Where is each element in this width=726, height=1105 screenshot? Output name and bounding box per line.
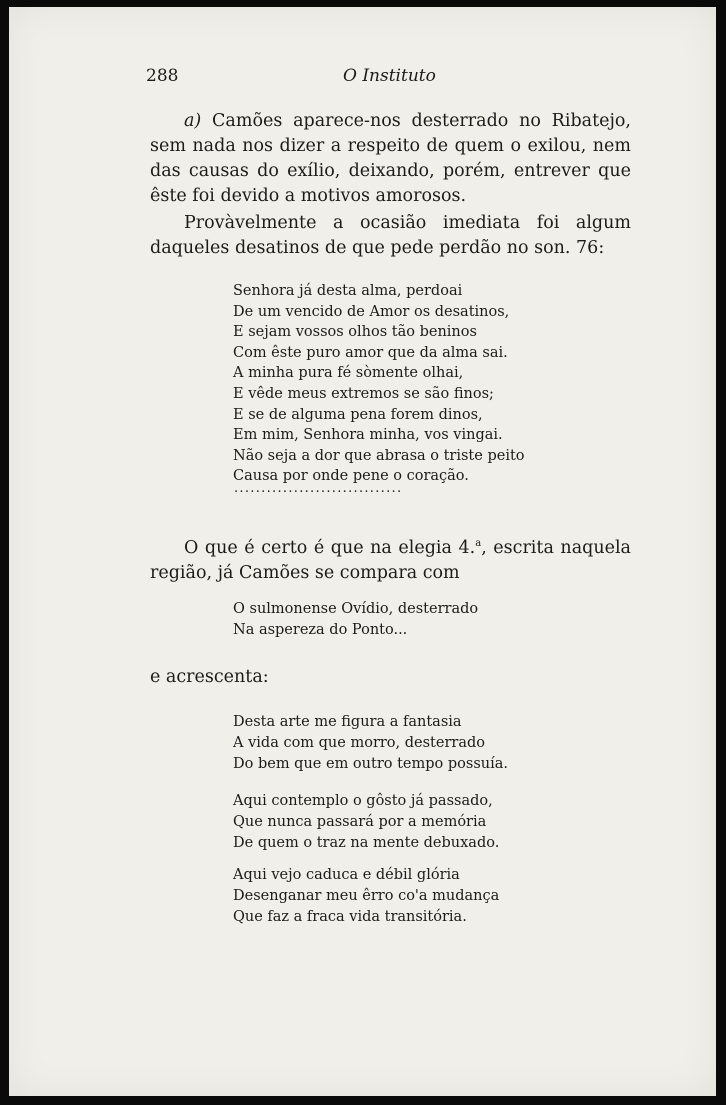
verse-line: Desenganar meu êrro co'a mudança: [233, 888, 500, 904]
note-marker: a): [184, 111, 202, 131]
verse-line: A minha pura fé sòmente olhai,: [233, 365, 464, 382]
verse-line: O sulmonense Ovídio, desterrado: [233, 601, 479, 617]
elegy-stanza-2: [233, 791, 499, 854]
verse-line: Senhora já desta alma, perdoai: [233, 283, 463, 299]
verse-line: Que nunca passará por a memória: [233, 814, 487, 830]
verse-line: Aqui vejo caduca e débil glória: [233, 867, 460, 883]
verse-line: Em mim, Senhora minha, vos vingai.: [233, 427, 503, 444]
page-number: 288: [146, 66, 179, 86]
verse-line: Não seja a dor que abrasa o triste peito: [233, 447, 525, 464]
verse-line: Com êste puro amor que da alma sai.: [233, 344, 508, 361]
paragraph-occasion: Provàvelmente a ocasião imediata foi algum daqueles desatinos de que pede perdão no son. 76:: [150, 213, 631, 258]
paragraph-intro-text: Camões aparece-nos desterrado no Ribatejo, sem nada nos dizer a respeito de quem o exilou, nem das causas do exílio, deixando, porém, entrever que êste foi devido a motivos amorosos.: [150, 111, 631, 206]
elegy-stanza-3: [233, 865, 499, 928]
verse-line: E vêde meus extremos se são finos;: [233, 385, 494, 402]
verse-line: Na aspereza do Ponto...: [233, 622, 408, 638]
paragraph-intro: [150, 109, 631, 209]
running-title: O Instituto: [343, 66, 436, 86]
verse-line: De um vencido de Amor os desatinos,: [233, 303, 510, 320]
elegy-stanza-1: [233, 712, 508, 775]
verse-line: Que faz a fraca vida transitória.: [233, 909, 467, 925]
ovid-quote: [233, 599, 478, 641]
verse-line: De quem o traz na mente debuxado.: [233, 835, 500, 851]
verse-line: Desta arte me figura a fantasia: [233, 714, 462, 730]
verse-line: Do bem que em outro tempo possuía.: [233, 756, 509, 772]
verse-line: Causa por onde pene o coração.: [233, 468, 469, 485]
ordinal-superscript: a: [475, 538, 482, 549]
verse-line: Aqui contemplo o gôsto já passado,: [233, 793, 493, 809]
verse-line: E sejam vossos olhos tão beninos: [233, 324, 477, 341]
ellipsis-line: ...............................: [234, 481, 403, 496]
verse-line: E se de alguma pena forem dinos,: [233, 406, 483, 423]
paragraph-elegy: O que é certo é que na elegia 4.$^a$, escrita naquela região, já Camões se compara com: [150, 537, 631, 583]
paragraph-adds: e acrescenta:: [150, 667, 269, 687]
verse-line: A vida com que morro, desterrado: [233, 735, 485, 751]
sonnet-quote: [233, 281, 525, 487]
